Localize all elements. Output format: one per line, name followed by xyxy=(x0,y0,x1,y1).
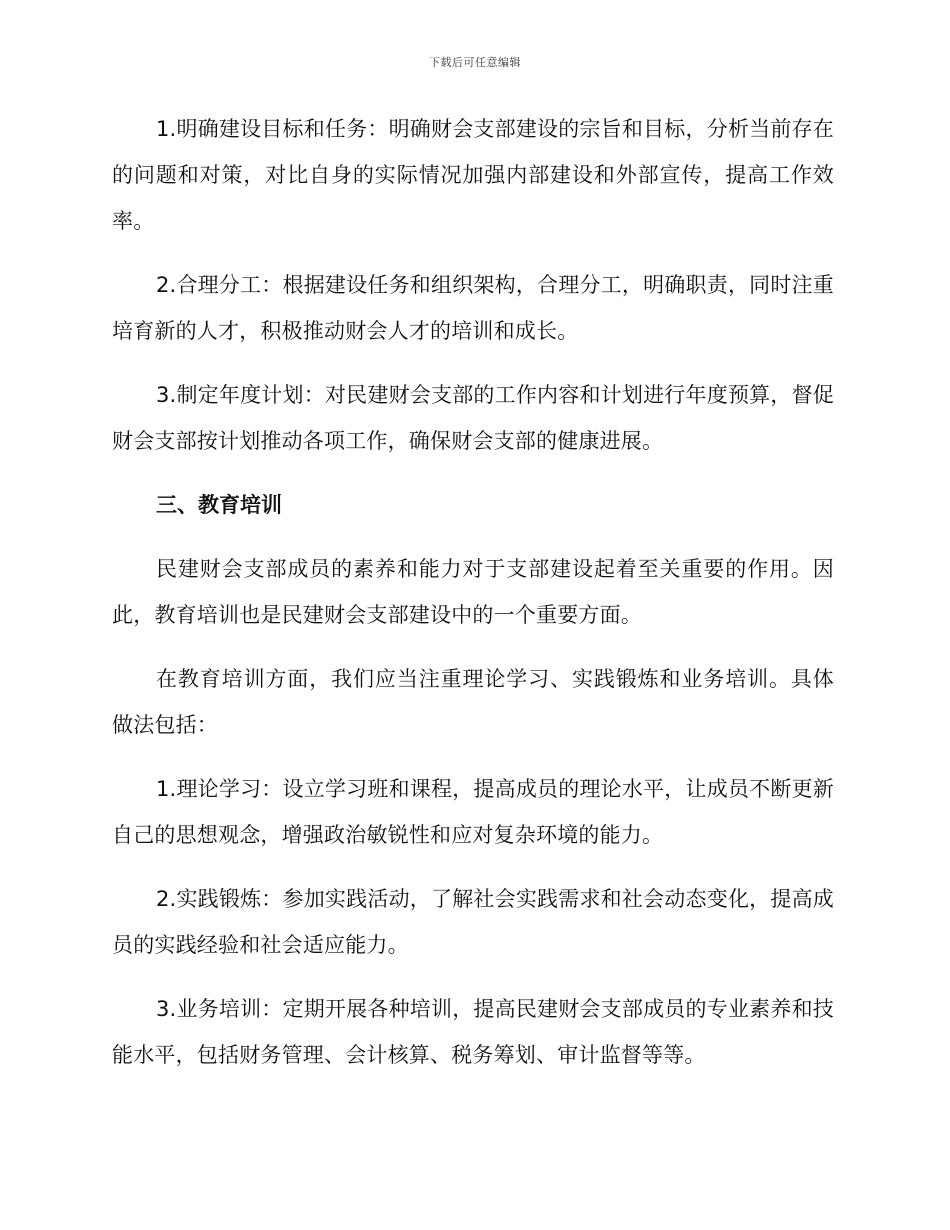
section-heading: 三、教育培训 xyxy=(156,493,282,517)
paragraph-division: 2.合理分工：根据建设任务和组织架构，合理分工，明确职责，同时注重培育新的人才，积极推动财会人才的培训和成长。 xyxy=(112,273,834,343)
paragraph-practice: 2.实践锻炼：参加实践活动，了解社会实践需求和社会动态变化，提高成员的实践经验和社会适应能力。 xyxy=(112,887,834,957)
paragraph-training-intro: 民建财会支部成员的素养和能力对于支部建设起着至关重要的作用。因此，教育培训也是民建财会支部建设中的一个重要方面。 xyxy=(112,557,834,627)
paragraph-theory-study: 1.理论学习：设立学习班和课程，提高成员的理论水平，让成员不断更新自己的思想观念，增强政治敏锐性和应对复杂环境的能力。 xyxy=(112,777,834,847)
document-body xyxy=(112,106,834,1096)
paragraph-annual-plan: 3.制定年度计划：对民建财会支部的工作内容和计划进行年度预算，督促财会支部按计划推动各项工作，确保财会支部的健康进展。 xyxy=(112,383,834,453)
paragraph-business-training: 3.业务培训：定期开展各种培训，提高民建财会支部成员的专业素养和技能水平，包括财务管理、会计核算、税务筹划、审计监督等等。 xyxy=(112,997,834,1067)
header-note: 下载后可任意编辑 xyxy=(429,56,521,69)
paragraph-goals: 1.明确建设目标和任务：明确财会支部建设的宗旨和目标，分析当前存在的问题和对策，对比自身的实际情况加强内部建设和外部宣传，提高工作效率。 xyxy=(112,117,834,233)
paragraph-training-methods: 在教育培训方面，我们应当注重理论学习、实践锻炼和业务培训。具体做法包括： xyxy=(112,667,834,737)
